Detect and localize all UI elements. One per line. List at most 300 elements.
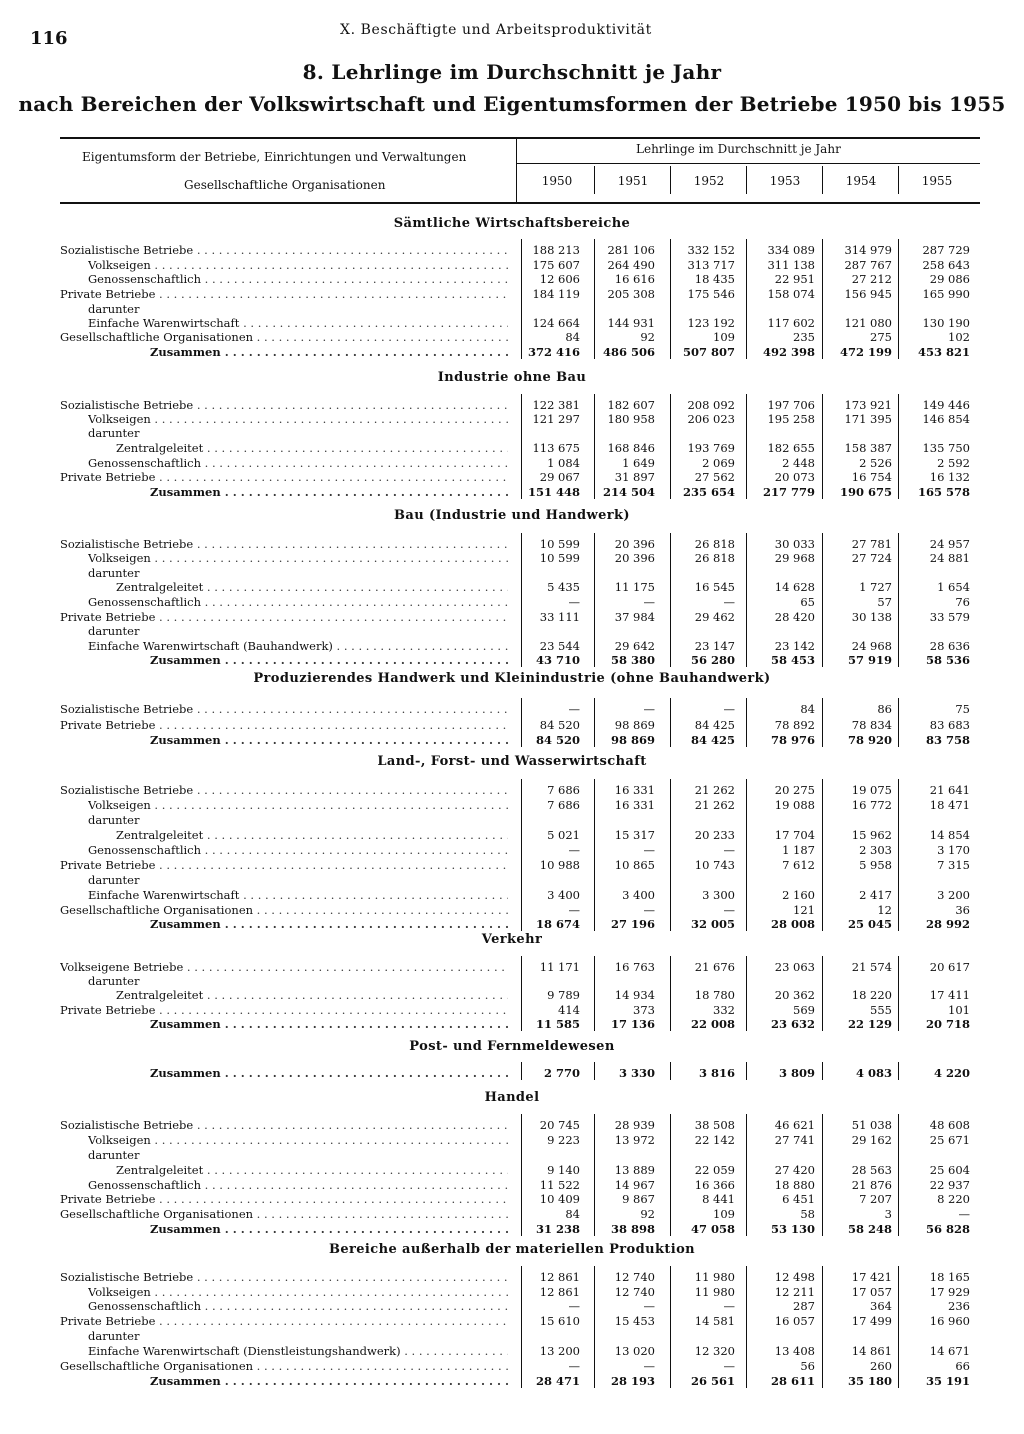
- cell-1952: 18 435: [694, 272, 735, 286]
- cell-1952: 16 366: [694, 1178, 735, 1192]
- row-label: darunter: [88, 873, 140, 887]
- cell-1951: —: [643, 843, 655, 857]
- cell-1951: 16 331: [614, 783, 655, 797]
- cell-1953: 12 498: [774, 1270, 815, 1284]
- table-row: [0, 243, 1024, 257]
- cell-1954: 58 248: [847, 1222, 892, 1236]
- cell-1955: 36: [955, 903, 970, 917]
- cell-1955: 102: [948, 330, 970, 344]
- cell-1952: 235 654: [682, 485, 735, 499]
- cell-1950: 151 448: [527, 485, 580, 499]
- cell-1955: 56 828: [925, 1222, 970, 1236]
- row-label: Genossenschaftlich . . .: [88, 1178, 508, 1192]
- row-label: darunter: [88, 566, 140, 580]
- cell-1951: 15 317: [614, 828, 655, 842]
- cell-1954: 4 083: [855, 1066, 892, 1080]
- cell-1954: 51 038: [851, 1118, 892, 1132]
- cell-1952: 38 508: [694, 1118, 735, 1132]
- cell-1951: 205 308: [607, 287, 655, 301]
- cell-1950: 84: [565, 1207, 580, 1221]
- cell-1951: 14 934: [614, 988, 655, 1002]
- cell-1955: 135 750: [922, 441, 970, 455]
- table-row: [0, 316, 1024, 330]
- cell-1955: 8 220: [937, 1192, 970, 1206]
- cell-1951: 1 649: [622, 456, 655, 470]
- section-title: Verkehr: [481, 932, 543, 947]
- cell-1954: 314 979: [844, 243, 892, 257]
- cell-1954: 7 207: [859, 1192, 892, 1206]
- cell-1950: 5 435: [547, 580, 580, 594]
- cell-1952: 84 425: [694, 718, 735, 732]
- table-row: [0, 258, 1024, 272]
- row-label: darunter: [88, 426, 140, 440]
- cell-1954: 5 958: [859, 858, 892, 872]
- cell-1953: 23 632: [770, 1017, 815, 1031]
- cell-1951: 9 867: [622, 1192, 655, 1206]
- table-row: [0, 1222, 1024, 1236]
- year-header-4: 1954: [845, 174, 877, 188]
- row-label: Zusammen . . .: [150, 733, 508, 747]
- row-label: Volkseigen . . .: [88, 412, 508, 426]
- cell-1952: 3 816: [698, 1066, 735, 1080]
- table-row: [0, 1017, 1024, 1031]
- cell-1950: 7 686: [547, 783, 580, 797]
- table-row: [0, 783, 1024, 797]
- cell-1954: 14 861: [851, 1344, 892, 1358]
- row-label: Zusammen . . .: [150, 653, 508, 667]
- table-row: [0, 595, 1024, 609]
- cell-1952: 26 818: [694, 537, 735, 551]
- table-row: [0, 287, 1024, 301]
- cell-1950: 33 111: [539, 610, 580, 624]
- cell-1951: 168 846: [607, 441, 655, 455]
- table-row: [0, 398, 1024, 412]
- cell-1953: 46 621: [774, 1118, 815, 1132]
- cell-1950: 113 675: [532, 441, 580, 455]
- table-row: [0, 566, 1024, 580]
- cell-1951: 27 196: [610, 917, 655, 931]
- cell-1955: 58 536: [925, 653, 970, 667]
- cell-1955: 7 315: [937, 858, 970, 872]
- cell-1950: 43 710: [535, 653, 580, 667]
- cell-1954: 21 876: [851, 1178, 892, 1192]
- cell-1954: 35 180: [847, 1374, 892, 1388]
- cell-1952: —: [723, 702, 735, 716]
- cell-1950: 11 522: [539, 1178, 580, 1192]
- cell-1952: —: [723, 843, 735, 857]
- row-label: Volkseigen . . .: [88, 551, 508, 565]
- cell-1954: 24 968: [851, 639, 892, 653]
- cell-1951: 20 396: [614, 551, 655, 565]
- header-top-rule: [60, 137, 980, 139]
- cell-1952: 27 562: [694, 470, 735, 484]
- cell-1950: 12 861: [539, 1270, 580, 1284]
- table-row: [0, 456, 1024, 470]
- cell-1955: 3 200: [937, 888, 970, 902]
- cell-1951: —: [643, 903, 655, 917]
- cell-1951: 37 984: [614, 610, 655, 624]
- cell-1952: 22 142: [694, 1133, 735, 1147]
- cell-1953: 58: [800, 1207, 815, 1221]
- table-row: [0, 843, 1024, 857]
- row-label: Private Betriebe . . .: [60, 287, 508, 301]
- cell-1953: 29 968: [774, 551, 815, 565]
- cell-1954: 29 162: [851, 1133, 892, 1147]
- cell-1951: 486 506: [602, 345, 655, 359]
- cell-1950: 184 119: [532, 287, 580, 301]
- cell-1954: 78 834: [851, 718, 892, 732]
- row-label: Genossenschaftlich . . .: [88, 1299, 508, 1313]
- cell-1950: 84 520: [539, 718, 580, 732]
- cell-1955: 35 191: [925, 1374, 970, 1388]
- row-label: Genossenschaftlich . . .: [88, 456, 508, 470]
- cell-1955: 25 671: [929, 1133, 970, 1147]
- cell-1951: 214 504: [602, 485, 655, 499]
- row-label: Gesellschaftliche Organisationen . . .: [60, 903, 508, 917]
- cell-1955: 25 604: [929, 1163, 970, 1177]
- cell-1954: 27 212: [851, 272, 892, 286]
- row-label: Zusammen . . .: [150, 345, 508, 359]
- cell-1951: —: [643, 1359, 655, 1373]
- table-row: [0, 903, 1024, 917]
- cell-1951: 29 642: [614, 639, 655, 653]
- cell-1955: 287 729: [922, 243, 970, 257]
- cell-1951: 13 020: [614, 1344, 655, 1358]
- table-row: [0, 653, 1024, 667]
- cell-1954: 86: [877, 702, 892, 716]
- cell-1955: 14 854: [929, 828, 970, 842]
- cell-1954: 57 919: [847, 653, 892, 667]
- row-label: Gesellschaftliche Organisationen . . .: [60, 1207, 508, 1221]
- row-label: darunter: [88, 302, 140, 316]
- cell-1952: 313 717: [687, 258, 735, 272]
- cell-1951: 16 331: [614, 798, 655, 812]
- cell-1951: 11 175: [614, 580, 655, 594]
- cell-1950: 2 770: [543, 1066, 580, 1080]
- table-row: [0, 813, 1024, 827]
- cell-1950: 31 238: [535, 1222, 580, 1236]
- cell-1950: 12 861: [539, 1285, 580, 1299]
- cell-1954: 287 767: [844, 258, 892, 272]
- cell-1955: 258 643: [922, 258, 970, 272]
- cell-1954: 190 675: [839, 485, 892, 499]
- row-label: Einfache Warenwirtschaft . . .: [88, 888, 508, 902]
- cell-1951: 92: [640, 1207, 655, 1221]
- cell-1954: 16 754: [851, 470, 892, 484]
- cell-1953: 23 063: [774, 960, 815, 974]
- table-row: [0, 610, 1024, 624]
- cell-1953: 20 073: [774, 470, 815, 484]
- section-title: Bereiche außerhalb der materiellen Produktion: [328, 1242, 696, 1257]
- row-label: Private Betriebe . . .: [60, 1003, 508, 1017]
- row-label: Sozialistische Betriebe . . .: [60, 1270, 508, 1284]
- cell-1952: 193 769: [687, 441, 735, 455]
- cell-1954: 121 080: [844, 316, 892, 330]
- row-label: Einfache Warenwirtschaft (Dienstleistungshandwerk) . . .: [88, 1344, 508, 1358]
- section-title: Industrie ohne Bau: [437, 370, 587, 385]
- cell-1950: —: [568, 1359, 580, 1373]
- table-row: [0, 1314, 1024, 1328]
- cell-1951: 12 740: [614, 1270, 655, 1284]
- cell-1954: 57: [877, 595, 892, 609]
- header-span-label: Lehrlinge im Durchschnitt je Jahr: [636, 142, 841, 156]
- table-row: [0, 1329, 1024, 1343]
- year-header-5: 1955: [921, 174, 953, 188]
- table-row: [0, 426, 1024, 440]
- cell-1951: 15 453: [614, 1314, 655, 1328]
- table-row: [0, 580, 1024, 594]
- row-label: Zusammen . . .: [150, 1017, 508, 1031]
- table-row: [0, 960, 1024, 974]
- cell-1953: 78 892: [774, 718, 815, 732]
- row-label: darunter: [88, 813, 140, 827]
- cell-1951: 10 865: [614, 858, 655, 872]
- cell-1953: 311 138: [767, 258, 815, 272]
- cell-1953: 16 057: [774, 1314, 815, 1328]
- section-title: Bau (Industrie und Handwerk): [394, 508, 630, 523]
- cell-1955: 4 220: [933, 1066, 970, 1080]
- cell-1950: 18 674: [535, 917, 580, 931]
- cell-1955: 21 641: [929, 783, 970, 797]
- cell-1954: 18 220: [851, 988, 892, 1002]
- cell-1954: 17 499: [851, 1314, 892, 1328]
- row-label: Volkseigen . . .: [88, 1285, 508, 1299]
- cell-1955: 18 165: [929, 1270, 970, 1284]
- cell-1953: 58 453: [770, 653, 815, 667]
- row-label: Zusammen . . .: [150, 917, 508, 931]
- cell-1950: 10 409: [539, 1192, 580, 1206]
- cell-1950: 13 200: [539, 1344, 580, 1358]
- cell-1953: 56: [800, 1359, 815, 1373]
- cell-1950: 23 544: [539, 639, 580, 653]
- cell-1953: 197 706: [767, 398, 815, 412]
- cell-1952: 14 581: [694, 1314, 735, 1328]
- cell-1954: 2 303: [859, 843, 892, 857]
- cell-1954: 21 574: [851, 960, 892, 974]
- cell-1953: 6 451: [782, 1192, 815, 1206]
- cell-1952: 21 262: [694, 783, 735, 797]
- cell-1950: 9 789: [547, 988, 580, 1002]
- cell-1953: 217 779: [762, 485, 815, 499]
- cell-1951: 31 897: [614, 470, 655, 484]
- cell-1955: 16 132: [929, 470, 970, 484]
- table-row: [0, 1270, 1024, 1284]
- cell-1953: 158 074: [767, 287, 815, 301]
- cell-1954: 28 563: [851, 1163, 892, 1177]
- cell-1954: 173 921: [844, 398, 892, 412]
- table-row: [0, 302, 1024, 316]
- row-label: Einfache Warenwirtschaft (Bauhandwerk) . . .: [88, 639, 508, 653]
- row-label: Sozialistische Betriebe . . .: [60, 398, 508, 412]
- cell-1954: 25 045: [847, 917, 892, 931]
- cell-1950: 1 084: [547, 456, 580, 470]
- table-row: [0, 551, 1024, 565]
- cell-1952: —: [723, 903, 735, 917]
- cell-1954: 1 727: [859, 580, 892, 594]
- cell-1953: 30 033: [774, 537, 815, 551]
- cell-1953: 569: [793, 1003, 815, 1017]
- cell-1954: 27 781: [851, 537, 892, 551]
- cell-1952: 23 147: [694, 639, 735, 653]
- cell-1951: 38 898: [610, 1222, 655, 1236]
- cell-1951: 144 931: [607, 316, 655, 330]
- table-subtitle: nach Bereichen der Volkswirtschaft und Eigentumsformen der Betriebe 1950 bis 1955: [18, 92, 1006, 116]
- cell-1950: 10 599: [539, 551, 580, 565]
- cell-1955: 101: [948, 1003, 970, 1017]
- section-title: Sämtliche Wirtschaftsbereiche: [393, 216, 631, 231]
- page-number: 116: [30, 28, 68, 49]
- cell-1953: 65: [800, 595, 815, 609]
- cell-1952: 507 807: [682, 345, 735, 359]
- row-label: Private Betriebe . . .: [60, 1314, 508, 1328]
- cell-1952: 208 092: [687, 398, 735, 412]
- cell-1954: 3: [884, 1207, 892, 1221]
- cell-1955: 17 929: [929, 1285, 970, 1299]
- cell-1952: 175 546: [687, 287, 735, 301]
- section-title: Handel: [484, 1090, 540, 1105]
- table-row: [0, 702, 1024, 716]
- row-label: Zusammen . . .: [150, 1222, 508, 1236]
- cell-1950: 15 610: [539, 1314, 580, 1328]
- row-label: darunter: [88, 974, 140, 988]
- row-label: Zentralgeleitet . . .: [116, 1163, 508, 1177]
- table-row: [0, 1118, 1024, 1132]
- cell-1955: 48 608: [929, 1118, 970, 1132]
- table-row: [0, 733, 1024, 747]
- row-label: Private Betriebe . . .: [60, 1192, 508, 1206]
- table-row: [0, 485, 1024, 499]
- cell-1953: 53 130: [770, 1222, 815, 1236]
- cell-1951: 13 889: [614, 1163, 655, 1177]
- cell-1952: 21 262: [694, 798, 735, 812]
- header-left-line2: Gesellschaftliche Organisationen: [184, 178, 386, 192]
- cell-1952: 32 005: [690, 917, 735, 931]
- cell-1952: 11 980: [694, 1285, 735, 1299]
- table-row: [0, 1285, 1024, 1299]
- cell-1953: 12 211: [774, 1285, 815, 1299]
- cell-1953: 78 976: [770, 733, 815, 747]
- table-row: [0, 1148, 1024, 1162]
- table-row: [0, 1192, 1024, 1206]
- row-label: Zusammen . . .: [150, 485, 508, 499]
- table-row: [0, 828, 1024, 842]
- cell-1954: 158 387: [844, 441, 892, 455]
- cell-1954: 27 724: [851, 551, 892, 565]
- cell-1953: 23 142: [774, 639, 815, 653]
- cell-1952: 47 058: [690, 1222, 735, 1236]
- table-row: [0, 1374, 1024, 1388]
- row-label: Volkseigen . . .: [88, 1133, 508, 1147]
- cell-1952: 123 192: [687, 316, 735, 330]
- year-header-0: 1950: [541, 174, 573, 188]
- cell-1952: 206 023: [687, 412, 735, 426]
- row-label: Private Betriebe . . .: [60, 470, 508, 484]
- table-row: [0, 1133, 1024, 1147]
- cell-1952: 3 300: [702, 888, 735, 902]
- row-label: Sozialistische Betriebe . . .: [60, 537, 508, 551]
- cell-1953: 492 398: [762, 345, 815, 359]
- cell-1951: 264 490: [607, 258, 655, 272]
- row-label: Volkseigene Betriebe . . .: [60, 960, 508, 974]
- table-row: [0, 1163, 1024, 1177]
- year-header-2: 1952: [693, 174, 725, 188]
- cell-1950: 10 599: [539, 537, 580, 551]
- table-row: [0, 441, 1024, 455]
- row-label: Sozialistische Betriebe . . .: [60, 702, 508, 716]
- cell-1953: 14 628: [774, 580, 815, 594]
- cell-1955: 28 636: [929, 639, 970, 653]
- table-row: [0, 974, 1024, 988]
- cell-1955: 22 937: [929, 1178, 970, 1192]
- section-title: Produzierendes Handwerk und Kleinindustrie (ohne Bauhandwerk): [253, 671, 771, 686]
- cell-1952: —: [723, 1359, 735, 1373]
- cell-1951: 28 193: [610, 1374, 655, 1388]
- header-bottom-rule: [60, 202, 980, 204]
- cell-1950: 175 607: [532, 258, 580, 272]
- cell-1952: 22 008: [690, 1017, 735, 1031]
- row-label: Sozialistische Betriebe . . .: [60, 1118, 508, 1132]
- cell-1953: 121: [793, 903, 815, 917]
- cell-1953: 28 008: [770, 917, 815, 931]
- cell-1955: 146 854: [922, 412, 970, 426]
- cell-1950: 11 171: [539, 960, 580, 974]
- cell-1951: 12 740: [614, 1285, 655, 1299]
- cell-1952: 11 980: [694, 1270, 735, 1284]
- cell-1950: 84: [565, 330, 580, 344]
- cell-1955: 83 683: [929, 718, 970, 732]
- cell-1950: 122 381: [532, 398, 580, 412]
- cell-1952: 21 676: [694, 960, 735, 974]
- table-row: [0, 798, 1024, 812]
- cell-1951: 373: [633, 1003, 655, 1017]
- cell-1952: 26 561: [690, 1374, 735, 1388]
- table-row: [0, 1066, 1024, 1080]
- year-header-3: 1953: [769, 174, 801, 188]
- cell-1953: 18 880: [774, 1178, 815, 1192]
- cell-1952: 84 425: [690, 733, 735, 747]
- cell-1955: 14 671: [929, 1344, 970, 1358]
- cell-1951: 281 106: [607, 243, 655, 257]
- cell-1953: 22 951: [774, 272, 815, 286]
- cell-1952: 56 280: [690, 653, 735, 667]
- cell-1954: 19 075: [851, 783, 892, 797]
- cell-1955: 149 446: [922, 398, 970, 412]
- cell-1950: 3 400: [547, 888, 580, 902]
- row-label: Zusammen . . .: [150, 1374, 508, 1388]
- cell-1954: 15 962: [851, 828, 892, 842]
- cell-1954: 555: [870, 1003, 892, 1017]
- table-row: [0, 1207, 1024, 1221]
- cell-1954: 17 057: [851, 1285, 892, 1299]
- cell-1950: 188 213: [532, 243, 580, 257]
- cell-1950: 9 223: [547, 1133, 580, 1147]
- cell-1953: 235: [793, 330, 815, 344]
- row-label: darunter: [88, 1329, 140, 1343]
- table-row: [0, 988, 1024, 1002]
- cell-1955: —: [958, 1207, 970, 1221]
- cell-1954: 17 421: [851, 1270, 892, 1284]
- cell-1954: 2 526: [859, 456, 892, 470]
- cell-1954: 78 920: [847, 733, 892, 747]
- running-head: X. Beschäftigte und Arbeitsproduktivität: [340, 22, 652, 38]
- cell-1952: 26 818: [694, 551, 735, 565]
- cell-1953: 84: [800, 702, 815, 716]
- cell-1955: 24 957: [929, 537, 970, 551]
- cell-1955: 83 758: [925, 733, 970, 747]
- cell-1951: —: [643, 702, 655, 716]
- cell-1955: 17 411: [929, 988, 970, 1002]
- table-title: 8. Lehrlinge im Durchschnitt je Jahr: [302, 60, 722, 84]
